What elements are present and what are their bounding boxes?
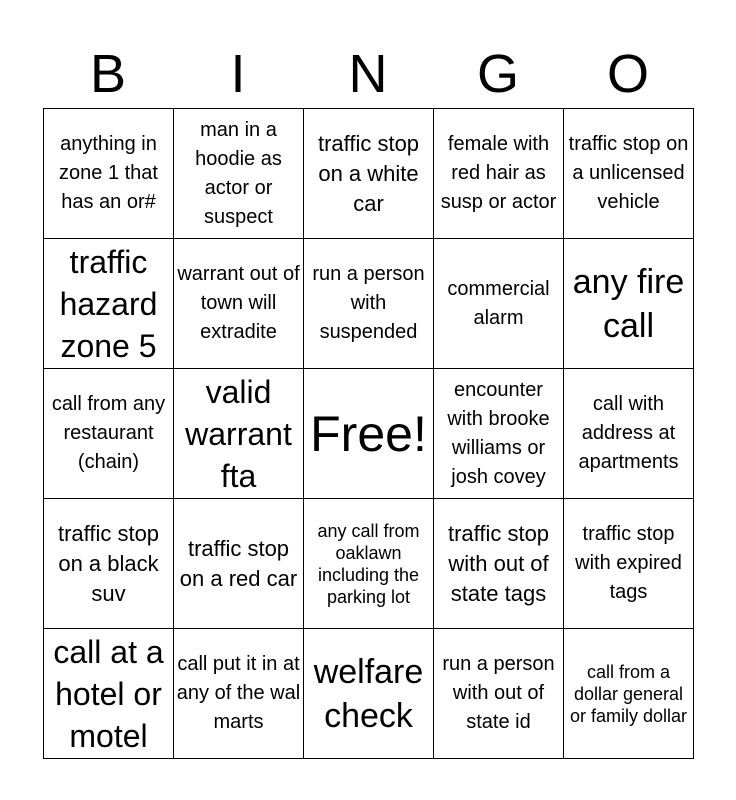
grid-row — [44, 499, 694, 629]
cell-text: female with red hair as susp or actor — [440, 133, 557, 213]
cell-text: encounter with brooke williams or josh covey — [447, 378, 550, 488]
bingo-cell[interactable] — [434, 499, 564, 629]
bingo-cell[interactable] — [564, 239, 694, 369]
bingo-cell[interactable] — [304, 239, 434, 369]
grid-row — [44, 109, 694, 239]
cell-text: run a person with out of state id — [442, 653, 555, 733]
bingo-grid — [43, 108, 694, 759]
cell-text: commercial alarm — [447, 277, 550, 329]
header-letter-i: I — [230, 44, 246, 104]
cell-text: traffic hazard zone 5 — [59, 243, 158, 364]
bingo-cell[interactable] — [174, 499, 304, 629]
cell-text: call from any restaurant (chain) — [51, 393, 166, 473]
grid-row — [44, 629, 694, 759]
cell-text: call with address at apartments — [578, 393, 679, 473]
cell-text: valid warrant fta — [185, 373, 292, 494]
bingo-cell[interactable] — [174, 239, 304, 369]
bingo-cell[interactable] — [434, 239, 564, 369]
cell-text: traffic stop on a unlicensed vehicle — [568, 133, 689, 213]
cell-text: run a person with suspended — [312, 263, 425, 343]
header-letter-g: G — [476, 44, 519, 104]
cell-text: traffic stop on a white car — [317, 130, 420, 216]
header-letter-n: N — [348, 44, 388, 104]
bingo-cell[interactable] — [434, 629, 564, 759]
free-space-cell[interactable] — [304, 369, 434, 499]
bingo-cell[interactable] — [44, 499, 174, 629]
bingo-cell[interactable] — [44, 629, 174, 759]
cell-text: any fire call — [572, 262, 685, 345]
bingo-cell[interactable] — [304, 629, 434, 759]
header-letter-o: O — [606, 44, 649, 104]
bingo-cell[interactable] — [174, 369, 304, 499]
grid-row — [44, 369, 694, 499]
bingo-cell[interactable] — [564, 499, 694, 629]
cell-text: any call from oaklawn including the parking lot — [317, 520, 420, 607]
bingo-cell[interactable] — [564, 369, 694, 499]
bingo-cell[interactable] — [44, 239, 174, 369]
free-space-text: Free! — [310, 405, 427, 462]
cell-text: traffic stop with expired tags — [575, 523, 682, 603]
cell-text: call from a dollar general or family dollar — [569, 661, 688, 726]
cell-text: man in a hoodie as actor or suspect — [195, 118, 282, 228]
bingo-cell[interactable] — [304, 499, 434, 629]
bingo-cell[interactable] — [434, 369, 564, 499]
header-letter-b: B — [89, 44, 127, 104]
bingo-cell[interactable] — [174, 109, 304, 239]
cell-text: warrant out of town will extradite — [177, 263, 300, 343]
bingo-cell[interactable] — [304, 109, 434, 239]
cell-text: traffic stop on a black suv — [57, 520, 160, 606]
bingo-cell[interactable] — [434, 109, 564, 239]
cell-text: call put it in at any of the wal marts — [176, 653, 301, 733]
bingo-cell[interactable] — [564, 109, 694, 239]
cell-text: anything in zone 1 that has an or# — [59, 133, 158, 213]
bingo-cell[interactable] — [174, 629, 304, 759]
bingo-cell[interactable] — [564, 629, 694, 759]
bingo-header — [43, 40, 693, 108]
bingo-cell[interactable] — [44, 369, 174, 499]
grid-row — [44, 239, 694, 369]
bingo-cell[interactable] — [44, 109, 174, 239]
cell-text: welfare check — [313, 652, 424, 735]
cell-text: call at a hotel or motel — [53, 633, 164, 754]
cell-text: traffic stop on a red car — [179, 535, 298, 591]
cell-text: traffic stop with out of state tags — [447, 520, 550, 606]
